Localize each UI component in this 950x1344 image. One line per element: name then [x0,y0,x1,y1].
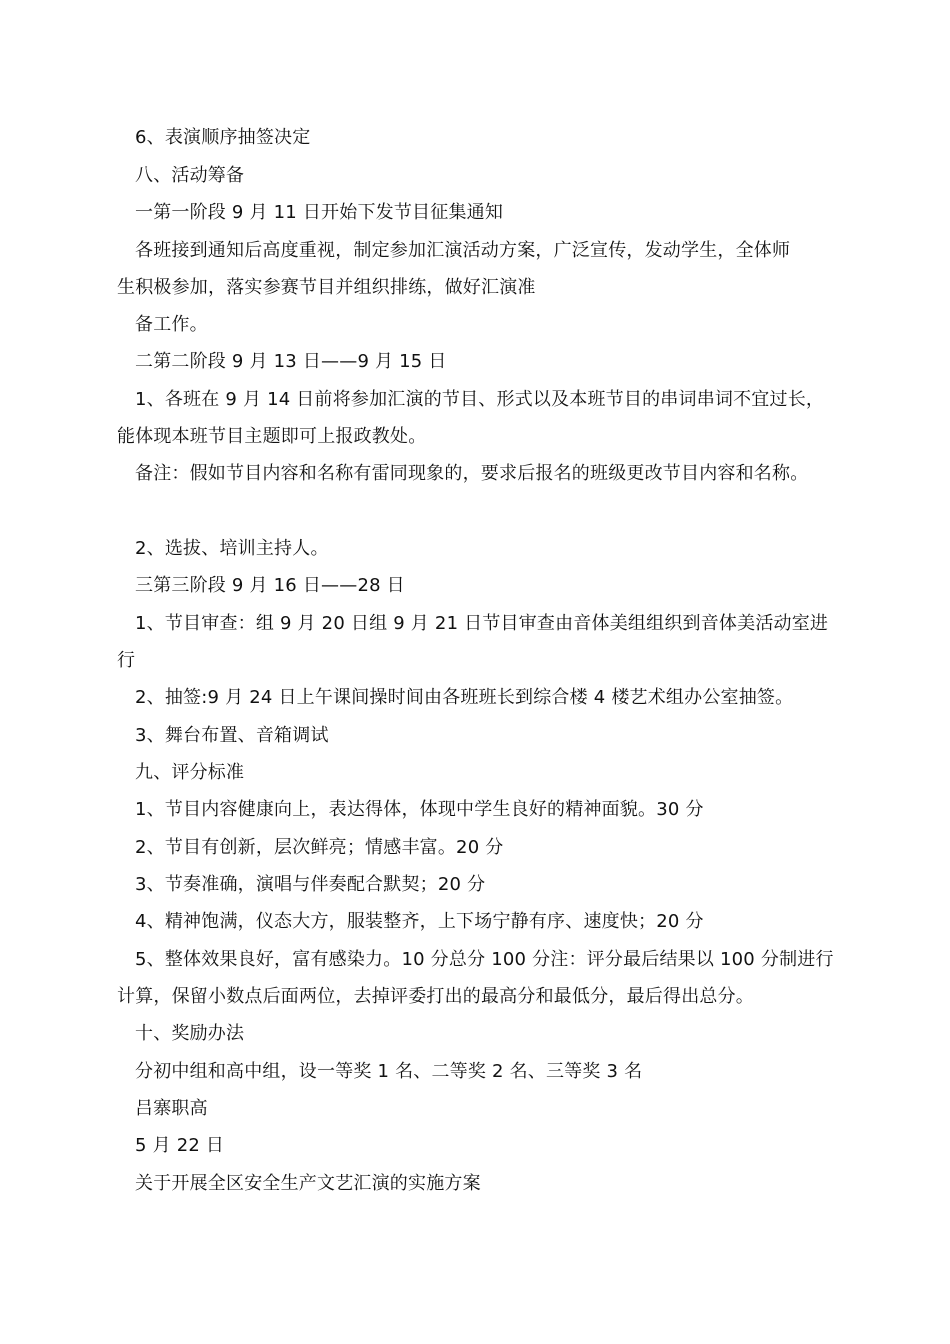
section-heading: 九、评分标准 [135,762,245,783]
organization-name: 吕寨职高 [135,1098,208,1119]
date-line: 5 月 22 日 [135,1135,225,1156]
paragraph-line: 行 [117,650,136,671]
note-line: 备注：假如节目内容和名称有雷同现象的，要求后报名的班级更改节目内容和名称。 [135,463,809,484]
paragraph-line: 能体现本班节目主题即可上报政教处。 [117,426,427,447]
section-heading: 十、奖励办法 [135,1023,245,1044]
paragraph-line: 备工作。 [135,314,208,335]
paragraph-line: 计算，保留小数点后面两位，去掉评委打出的最高分和最低分，最后得出总分。 [117,986,754,1007]
paragraph-line: 1、节目审查：组 9 月 20 日组 9 月 21 日节目审查由音体美组组织到音体美活动室进 [135,613,829,634]
criteria-item: 4、精神饱满，仪态大方，服装整齐，上下场宁静有序、速度快；20 分 [135,911,704,932]
phase-heading: 三第三阶段 9 月 16 日——28 日 [135,575,405,596]
paragraph-line: 各班接到通知后高度重视，制定参加汇演活动方案，广泛宣传，发动学生，全体师 [135,240,791,261]
criteria-item: 3、节奏准确，演唱与伴奏配合默契；20 分 [135,874,486,895]
paragraph-line: 生积极参加，落实参赛节目并组织排练，做好汇演准 [117,277,536,298]
criteria-item: 2、节目有创新，层次鲜亮；情感丰富。20 分 [135,837,504,858]
text-line: 分初中组和高中组，设一等奖 1 名、二等奖 2 名、三等奖 3 名 [135,1061,643,1082]
phase-heading: 二第二阶段 9 月 13 日——9 月 15 日 [135,351,447,372]
text-line: 6、表演顺序抽签决定 [135,127,311,148]
text-line: 2、抽签:9 月 24 日上午课间操时间由各班班长到综合楼 4 楼艺术组办公室抽签。 [135,687,794,708]
text-line: 2、选拔、培训主持人。 [135,538,329,559]
paragraph-line: 1、各班在 9 月 14 日前将参加汇演的节目、形式以及本班节目的串词串词不宜过长， [135,389,825,410]
section-heading: 八、活动筹备 [135,165,245,186]
criteria-item: 1、节目内容健康向上，表达得体，体现中学生良好的精神面貌。30 分 [135,799,704,820]
text-line: 3、舞台布置、音箱调试 [135,725,329,746]
document-title-line: 关于开展全区安全生产文艺汇演的实施方案 [135,1173,481,1194]
criteria-item: 5、整体效果良好，富有感染力。10 分总分 100 分注：评分最后结果以 100 分制进行 [135,949,834,970]
phase-heading: 一第一阶段 9 月 11 日开始下发节目征集通知 [135,202,504,223]
